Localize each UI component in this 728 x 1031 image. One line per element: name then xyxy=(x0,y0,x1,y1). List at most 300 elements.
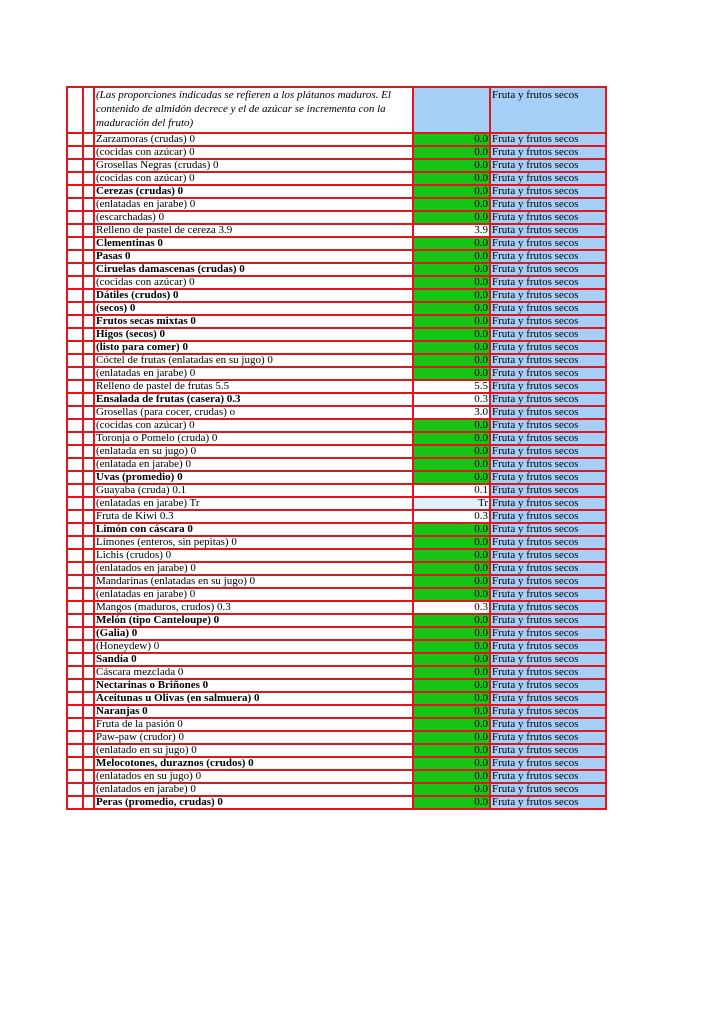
blank-cell[interactable] xyxy=(83,510,94,523)
blank-cell[interactable] xyxy=(67,263,83,276)
value-cell[interactable]: 0.0 xyxy=(413,614,490,627)
blank-cell[interactable] xyxy=(67,406,83,419)
category-cell[interactable]: Fruta y frutos secos xyxy=(490,783,606,796)
blank-cell[interactable] xyxy=(67,796,83,809)
blank-cell[interactable] xyxy=(67,484,83,497)
food-name-cell[interactable]: Limones (enteros, sin pepitas) 0 xyxy=(94,536,413,549)
table-row xyxy=(67,341,606,354)
blank-cell[interactable] xyxy=(67,380,83,393)
value-cell[interactable]: 0.0 xyxy=(413,328,490,341)
category-cell[interactable]: Fruta y frutos secos xyxy=(490,289,606,302)
value-cell[interactable]: 0.0 xyxy=(413,354,490,367)
table-row xyxy=(67,497,606,510)
food-name-cell[interactable]: Relleno de pastel de cereza 3.9 xyxy=(94,224,413,237)
blank-cell[interactable] xyxy=(67,198,83,211)
blank-cell[interactable] xyxy=(83,445,94,458)
blank-cell[interactable] xyxy=(83,367,94,380)
blank-cell[interactable] xyxy=(83,588,94,601)
food-name-cell[interactable]: Toronja o Pomelo (cruda) 0 xyxy=(94,432,413,445)
food-name-cell[interactable]: Melón (tipo Canteloupe) 0 xyxy=(94,614,413,627)
table-row xyxy=(67,510,606,523)
category-cell[interactable]: Fruta y frutos secos xyxy=(490,133,606,146)
value-cell[interactable]: 0.3 xyxy=(413,510,490,523)
food-name-cell[interactable]: (enlatados en jarabe) 0 xyxy=(94,562,413,575)
blank-cell[interactable] xyxy=(83,393,94,406)
food-name-cell[interactable]: Paw-paw (crudor) 0 xyxy=(94,731,413,744)
food-name-cell[interactable]: Melocotones, duraznos (crudos) 0 xyxy=(94,757,413,770)
blank-cell[interactable] xyxy=(83,380,94,393)
value-cell[interactable]: 0.0 xyxy=(413,276,490,289)
blank-cell[interactable] xyxy=(83,237,94,250)
table-row xyxy=(67,757,606,770)
category-cell[interactable]: Fruta y frutos secos xyxy=(490,770,606,783)
blank-cell[interactable] xyxy=(67,627,83,640)
category-cell[interactable]: Fruta y frutos secos xyxy=(490,705,606,718)
category-cell[interactable]: Fruta y frutos secos xyxy=(490,432,606,445)
blank-cell[interactable] xyxy=(83,289,94,302)
food-name-cell[interactable]: Grosellas (para cocer, crudas) o xyxy=(94,406,413,419)
food-name-cell[interactable]: (Galia) 0 xyxy=(94,627,413,640)
value-cell[interactable]: 0.0 xyxy=(413,757,490,770)
blank-cell[interactable] xyxy=(83,406,94,419)
food-name-cell[interactable]: (cocidas con azúcar) 0 xyxy=(94,172,413,185)
food-name-cell[interactable]: (cocidas con azúcar) 0 xyxy=(94,146,413,159)
header-category[interactable]: Fruta y frutos secos xyxy=(490,87,606,133)
food-name-cell[interactable]: Clementinas 0 xyxy=(94,237,413,250)
category-cell[interactable]: Fruta y frutos secos xyxy=(490,380,606,393)
category-cell[interactable]: Fruta y frutos secos xyxy=(490,224,606,237)
category-cell[interactable]: Fruta y frutos secos xyxy=(490,354,606,367)
blank-cell[interactable] xyxy=(83,653,94,666)
blank-cell[interactable] xyxy=(83,575,94,588)
category-cell[interactable]: Fruta y frutos secos xyxy=(490,562,606,575)
value-cell[interactable]: 0.0 xyxy=(413,185,490,198)
blank-cell[interactable] xyxy=(67,705,83,718)
blank-cell[interactable] xyxy=(83,159,94,172)
blank-cell[interactable] xyxy=(83,341,94,354)
blank-cell[interactable] xyxy=(83,432,94,445)
value-cell[interactable]: 0.0 xyxy=(413,133,490,146)
blank-cell[interactable] xyxy=(83,458,94,471)
blank-cell[interactable] xyxy=(83,666,94,679)
blank-cell[interactable] xyxy=(83,536,94,549)
category-cell[interactable]: Fruta y frutos secos xyxy=(490,445,606,458)
category-cell[interactable]: Fruta y frutos secos xyxy=(490,276,606,289)
food-name-cell[interactable]: Guayaba (cruda) 0.1 xyxy=(94,484,413,497)
blank-cell[interactable] xyxy=(83,198,94,211)
table-row xyxy=(67,484,606,497)
value-cell[interactable]: 3.9 xyxy=(413,224,490,237)
food-name-cell[interactable]: Fruta de Kiwi 0.3 xyxy=(94,510,413,523)
blank-cell[interactable] xyxy=(67,731,83,744)
category-cell[interactable]: Fruta y frutos secos xyxy=(490,536,606,549)
blank-cell[interactable] xyxy=(67,419,83,432)
blank-cell[interactable] xyxy=(83,562,94,575)
table-row xyxy=(67,666,606,679)
table-row xyxy=(67,198,606,211)
blank-cell[interactable] xyxy=(67,666,83,679)
blank-cell[interactable] xyxy=(67,445,83,458)
value-cell[interactable]: 0.0 xyxy=(413,666,490,679)
table-row xyxy=(67,406,606,419)
table-row xyxy=(67,133,606,146)
blank-cell[interactable] xyxy=(83,224,94,237)
blank-cell[interactable] xyxy=(83,601,94,614)
food-name-cell[interactable]: (enlatado en su jugo) 0 xyxy=(94,744,413,757)
food-name-cell[interactable]: Cóctel de frutas (enlatadas en su jugo) 0 xyxy=(94,354,413,367)
table-row xyxy=(67,523,606,536)
blank-cell[interactable] xyxy=(67,276,83,289)
blank-cell[interactable] xyxy=(67,679,83,692)
food-name-cell[interactable]: Pasas 0 xyxy=(94,250,413,263)
blank-cell[interactable] xyxy=(83,783,94,796)
blank-cell[interactable] xyxy=(83,133,94,146)
category-cell[interactable]: Fruta y frutos secos xyxy=(490,601,606,614)
category-cell[interactable]: Fruta y frutos secos xyxy=(490,367,606,380)
food-name-cell[interactable]: Ensalada de frutas (casera) 0.3 xyxy=(94,393,413,406)
category-cell[interactable]: Fruta y frutos secos xyxy=(490,510,606,523)
blank-cell[interactable] xyxy=(67,328,83,341)
blank-cell[interactable] xyxy=(67,341,83,354)
value-cell[interactable]: 0.0 xyxy=(413,237,490,250)
value-cell[interactable]: 0.0 xyxy=(413,146,490,159)
table-row xyxy=(67,549,606,562)
food-name-cell[interactable]: (enlatada en su jugo) 0 xyxy=(94,445,413,458)
food-name-cell[interactable]: Nectarinas o Briñones 0 xyxy=(94,679,413,692)
blank-cell[interactable] xyxy=(67,692,83,705)
value-cell[interactable]: 0.0 xyxy=(413,627,490,640)
category-cell[interactable]: Fruta y frutos secos xyxy=(490,731,606,744)
blank-cell[interactable] xyxy=(67,211,83,224)
header-note[interactable]: (Las proporciones indicadas se refieren a los plátanos maduros. El contenido de almidón decrece y el de azúcar se incrementa con la maduración del fruto) xyxy=(94,87,413,133)
category-cell[interactable]: Fruta y frutos secos xyxy=(490,263,606,276)
value-cell[interactable]: 0.0 xyxy=(413,796,490,809)
category-cell[interactable]: Fruta y frutos secos xyxy=(490,796,606,809)
blank-cell[interactable] xyxy=(67,315,83,328)
value-cell[interactable]: 5.5 xyxy=(413,380,490,393)
blank-cell[interactable] xyxy=(67,159,83,172)
value-cell[interactable]: 0.3 xyxy=(413,393,490,406)
value-cell[interactable]: Tr xyxy=(413,497,490,510)
value-cell[interactable]: 0.0 xyxy=(413,692,490,705)
value-cell[interactable]: 0.1 xyxy=(413,484,490,497)
blank-cell[interactable] xyxy=(67,614,83,627)
category-cell[interactable]: Fruta y frutos secos xyxy=(490,250,606,263)
food-name-cell[interactable]: Cáscara mezclada 0 xyxy=(94,666,413,679)
blank-cell[interactable] xyxy=(67,757,83,770)
food-name-cell[interactable]: (cocidas con azúcar) 0 xyxy=(94,419,413,432)
value-cell[interactable]: 0.0 xyxy=(413,367,490,380)
value-cell[interactable]: 0.0 xyxy=(413,653,490,666)
value-cell[interactable]: 0.0 xyxy=(413,302,490,315)
blank-cell[interactable] xyxy=(83,679,94,692)
value-cell[interactable]: 0.0 xyxy=(413,263,490,276)
value-cell[interactable]: 0.0 xyxy=(413,172,490,185)
blank-cell[interactable] xyxy=(83,185,94,198)
value-cell[interactable]: 0.3 xyxy=(413,601,490,614)
food-name-cell[interactable]: Lichis (crudos) 0 xyxy=(94,549,413,562)
spreadsheet-table xyxy=(66,86,607,810)
table-row xyxy=(67,744,606,757)
category-cell[interactable]: Fruta y frutos secos xyxy=(490,692,606,705)
category-cell[interactable]: Fruta y frutos secos xyxy=(490,627,606,640)
blank-cell[interactable] xyxy=(83,744,94,757)
value-cell[interactable]: 0.0 xyxy=(413,588,490,601)
category-cell[interactable]: Fruta y frutos secos xyxy=(490,393,606,406)
header-value-cell[interactable] xyxy=(413,87,490,133)
value-cell[interactable]: 0.0 xyxy=(413,419,490,432)
value-cell[interactable]: 0.0 xyxy=(413,211,490,224)
blank-cell[interactable] xyxy=(67,458,83,471)
blank-cell[interactable] xyxy=(83,614,94,627)
food-name-cell[interactable]: Limón con cáscara 0 xyxy=(94,523,413,536)
food-name-cell[interactable]: (enlatadas en jarabe) 0 xyxy=(94,588,413,601)
table-row xyxy=(67,588,606,601)
value-cell[interactable]: 0.0 xyxy=(413,432,490,445)
blank-cell[interactable] xyxy=(67,185,83,198)
blank-cell[interactable] xyxy=(67,354,83,367)
food-name-cell[interactable]: Mandarinas (enlatadas en su jugo) 0 xyxy=(94,575,413,588)
category-cell[interactable]: Fruta y frutos secos xyxy=(490,198,606,211)
food-name-cell[interactable]: (enlatados en su jugo) 0 xyxy=(94,770,413,783)
value-cell[interactable]: 0.0 xyxy=(413,549,490,562)
blank-cell[interactable] xyxy=(83,770,94,783)
blank-cell[interactable] xyxy=(67,289,83,302)
category-cell[interactable]: Fruta y frutos secos xyxy=(490,523,606,536)
blank-cell[interactable] xyxy=(83,731,94,744)
value-cell[interactable]: 0.0 xyxy=(413,770,490,783)
blank-cell[interactable] xyxy=(83,250,94,263)
value-cell[interactable]: 0.0 xyxy=(413,198,490,211)
blank-cell[interactable] xyxy=(83,419,94,432)
food-name-cell[interactable]: (listo para comer) 0 xyxy=(94,341,413,354)
food-name-cell[interactable]: Frutos secas mixtas 0 xyxy=(94,315,413,328)
table-row xyxy=(67,367,606,380)
category-cell[interactable]: Fruta y frutos secos xyxy=(490,419,606,432)
value-cell[interactable]: 0.0 xyxy=(413,458,490,471)
category-cell[interactable]: Fruta y frutos secos xyxy=(490,471,606,484)
value-cell[interactable]: 0.0 xyxy=(413,536,490,549)
food-name-cell[interactable]: Ciruelas damascenas (crudas) 0 xyxy=(94,263,413,276)
value-cell[interactable]: 0.0 xyxy=(413,445,490,458)
food-name-cell[interactable]: Higos (secos) 0 xyxy=(94,328,413,341)
value-cell[interactable]: 0.0 xyxy=(413,159,490,172)
blank-cell[interactable] xyxy=(67,588,83,601)
table-row xyxy=(67,731,606,744)
value-cell[interactable]: 0.0 xyxy=(413,562,490,575)
category-cell[interactable]: Fruta y frutos secos xyxy=(490,406,606,419)
table-row xyxy=(67,419,606,432)
value-cell[interactable]: 0.0 xyxy=(413,718,490,731)
table-row xyxy=(67,718,606,731)
blank-cell[interactable] xyxy=(83,302,94,315)
table-body xyxy=(67,87,606,809)
blank-cell[interactable] xyxy=(83,640,94,653)
category-cell[interactable]: Fruta y frutos secos xyxy=(490,718,606,731)
blank-cell[interactable] xyxy=(67,432,83,445)
blank-cell[interactable] xyxy=(67,536,83,549)
table-row xyxy=(67,783,606,796)
value-cell[interactable]: 0.0 xyxy=(413,250,490,263)
table-row xyxy=(67,705,606,718)
blank-cell[interactable] xyxy=(83,172,94,185)
food-name-cell[interactable]: Zarzamoras (crudas) 0 xyxy=(94,133,413,146)
category-cell[interactable]: Fruta y frutos secos xyxy=(490,185,606,198)
blank-cell[interactable] xyxy=(83,211,94,224)
category-cell[interactable]: Fruta y frutos secos xyxy=(490,159,606,172)
blank-cell[interactable] xyxy=(83,627,94,640)
category-cell[interactable]: Fruta y frutos secos xyxy=(490,549,606,562)
table-row xyxy=(67,445,606,458)
blank-cell[interactable] xyxy=(67,250,83,263)
blank-cell[interactable] xyxy=(67,302,83,315)
blank-cell[interactable] xyxy=(83,705,94,718)
blank-cell[interactable] xyxy=(83,471,94,484)
blank-cell[interactable] xyxy=(83,692,94,705)
food-name-cell[interactable]: Aceitunas u Olivas (en salmuera) 0 xyxy=(94,692,413,705)
blank-cell[interactable] xyxy=(67,224,83,237)
food-name-cell[interactable]: Grosellas Negras (crudas) 0 xyxy=(94,159,413,172)
category-cell[interactable]: Fruta y frutos secos xyxy=(490,640,606,653)
blank-cell[interactable] xyxy=(67,562,83,575)
blank-cell[interactable] xyxy=(83,354,94,367)
food-name-cell[interactable]: Mangos (maduros, crudos) 0.3 xyxy=(94,601,413,614)
food-name-cell[interactable]: Peras (promedio, crudas) 0 xyxy=(94,796,413,809)
category-cell[interactable]: Fruta y frutos secos xyxy=(490,146,606,159)
value-cell[interactable]: 0.0 xyxy=(413,289,490,302)
blank-cell[interactable] xyxy=(83,87,94,133)
blank-cell[interactable] xyxy=(83,276,94,289)
category-cell[interactable]: Fruta y frutos secos xyxy=(490,614,606,627)
table-row xyxy=(67,276,606,289)
value-cell[interactable]: 0.0 xyxy=(413,783,490,796)
blank-cell[interactable] xyxy=(67,653,83,666)
table-row xyxy=(67,640,606,653)
category-cell[interactable]: Fruta y frutos secos xyxy=(490,679,606,692)
blank-cell[interactable] xyxy=(83,718,94,731)
category-cell[interactable]: Fruta y frutos secos xyxy=(490,341,606,354)
food-name-cell[interactable]: (enlatada en jarabe) 0 xyxy=(94,458,413,471)
blank-cell[interactable] xyxy=(67,133,83,146)
blank-cell[interactable] xyxy=(67,640,83,653)
category-cell[interactable]: Fruta y frutos secos xyxy=(490,328,606,341)
value-cell[interactable]: 0.0 xyxy=(413,315,490,328)
table-row xyxy=(67,315,606,328)
food-name-cell[interactable]: (enlatadas en jarabe) Tr xyxy=(94,497,413,510)
food-name-cell[interactable]: Uvas (promedio) 0 xyxy=(94,471,413,484)
table-row xyxy=(67,653,606,666)
food-name-cell[interactable]: Relleno de pastel de frutas 5.5 xyxy=(94,380,413,393)
blank-cell[interactable] xyxy=(67,601,83,614)
category-cell[interactable]: Fruta y frutos secos xyxy=(490,237,606,250)
category-cell[interactable]: Fruta y frutos secos xyxy=(490,497,606,510)
table-row xyxy=(67,536,606,549)
blank-cell[interactable] xyxy=(67,783,83,796)
food-name-cell[interactable]: Sandía 0 xyxy=(94,653,413,666)
category-cell[interactable]: Fruta y frutos secos xyxy=(490,211,606,224)
table-row xyxy=(67,328,606,341)
category-cell[interactable]: Fruta y frutos secos xyxy=(490,458,606,471)
blank-cell[interactable] xyxy=(83,484,94,497)
blank-cell[interactable] xyxy=(67,575,83,588)
blank-cell[interactable] xyxy=(67,510,83,523)
food-name-cell[interactable]: (escarchadas) 0 xyxy=(94,211,413,224)
table-row xyxy=(67,796,606,809)
blank-cell[interactable] xyxy=(67,393,83,406)
value-cell[interactable]: 0.0 xyxy=(413,523,490,536)
table-row xyxy=(67,679,606,692)
blank-cell[interactable] xyxy=(83,146,94,159)
food-name-cell[interactable]: Naranjas 0 xyxy=(94,705,413,718)
table-row xyxy=(67,159,606,172)
category-cell[interactable]: Fruta y frutos secos xyxy=(490,757,606,770)
blank-cell[interactable] xyxy=(67,367,83,380)
blank-cell[interactable] xyxy=(67,523,83,536)
blank-cell[interactable] xyxy=(67,237,83,250)
category-cell[interactable]: Fruta y frutos secos xyxy=(490,302,606,315)
category-cell[interactable]: Fruta y frutos secos xyxy=(490,653,606,666)
table-row xyxy=(67,289,606,302)
table-row xyxy=(67,601,606,614)
food-name-cell[interactable]: (enlatados en jarabe) 0 xyxy=(94,783,413,796)
blank-cell[interactable] xyxy=(83,497,94,510)
blank-cell[interactable] xyxy=(83,757,94,770)
category-cell[interactable]: Fruta y frutos secos xyxy=(490,666,606,679)
food-name-cell[interactable]: (enlatadas en jarabe) 0 xyxy=(94,367,413,380)
blank-cell[interactable] xyxy=(83,263,94,276)
food-name-cell[interactable]: Cerezas (crudas) 0 xyxy=(94,185,413,198)
blank-cell[interactable] xyxy=(67,172,83,185)
value-cell[interactable]: 0.0 xyxy=(413,705,490,718)
blank-cell[interactable] xyxy=(67,471,83,484)
blank-cell[interactable] xyxy=(67,770,83,783)
category-cell[interactable]: Fruta y frutos secos xyxy=(490,315,606,328)
value-cell[interactable]: 0.0 xyxy=(413,471,490,484)
value-cell[interactable]: 0.0 xyxy=(413,341,490,354)
blank-cell[interactable] xyxy=(83,315,94,328)
category-cell[interactable]: Fruta y frutos secos xyxy=(490,744,606,757)
food-name-cell[interactable]: (secos) 0 xyxy=(94,302,413,315)
food-name-cell[interactable]: Dátiles (crudos) 0 xyxy=(94,289,413,302)
blank-cell[interactable] xyxy=(67,146,83,159)
blank-cell[interactable] xyxy=(67,718,83,731)
blank-cell[interactable] xyxy=(67,744,83,757)
category-cell[interactable]: Fruta y frutos secos xyxy=(490,588,606,601)
category-cell[interactable]: Fruta y frutos secos xyxy=(490,484,606,497)
value-cell[interactable]: 3.0 xyxy=(413,406,490,419)
value-cell[interactable]: 0.0 xyxy=(413,731,490,744)
table-row xyxy=(67,146,606,159)
value-cell[interactable]: 0.0 xyxy=(413,744,490,757)
blank-cell[interactable] xyxy=(67,549,83,562)
food-name-cell[interactable]: Fruta de la pasión 0 xyxy=(94,718,413,731)
blank-cell[interactable] xyxy=(67,87,83,133)
value-cell[interactable]: 0.0 xyxy=(413,640,490,653)
value-cell[interactable]: 0.0 xyxy=(413,575,490,588)
food-name-cell[interactable]: (enlatadas en jarabe) 0 xyxy=(94,198,413,211)
category-cell[interactable]: Fruta y frutos secos xyxy=(490,575,606,588)
blank-cell[interactable] xyxy=(83,549,94,562)
blank-cell[interactable] xyxy=(83,523,94,536)
category-cell[interactable]: Fruta y frutos secos xyxy=(490,172,606,185)
food-name-cell[interactable]: (cocidas con azúcar) 0 xyxy=(94,276,413,289)
table-row xyxy=(67,614,606,627)
food-name-cell[interactable]: (Honeydew) 0 xyxy=(94,640,413,653)
blank-cell[interactable] xyxy=(83,796,94,809)
blank-cell[interactable] xyxy=(67,497,83,510)
value-cell[interactable]: 0.0 xyxy=(413,679,490,692)
blank-cell[interactable] xyxy=(83,328,94,341)
